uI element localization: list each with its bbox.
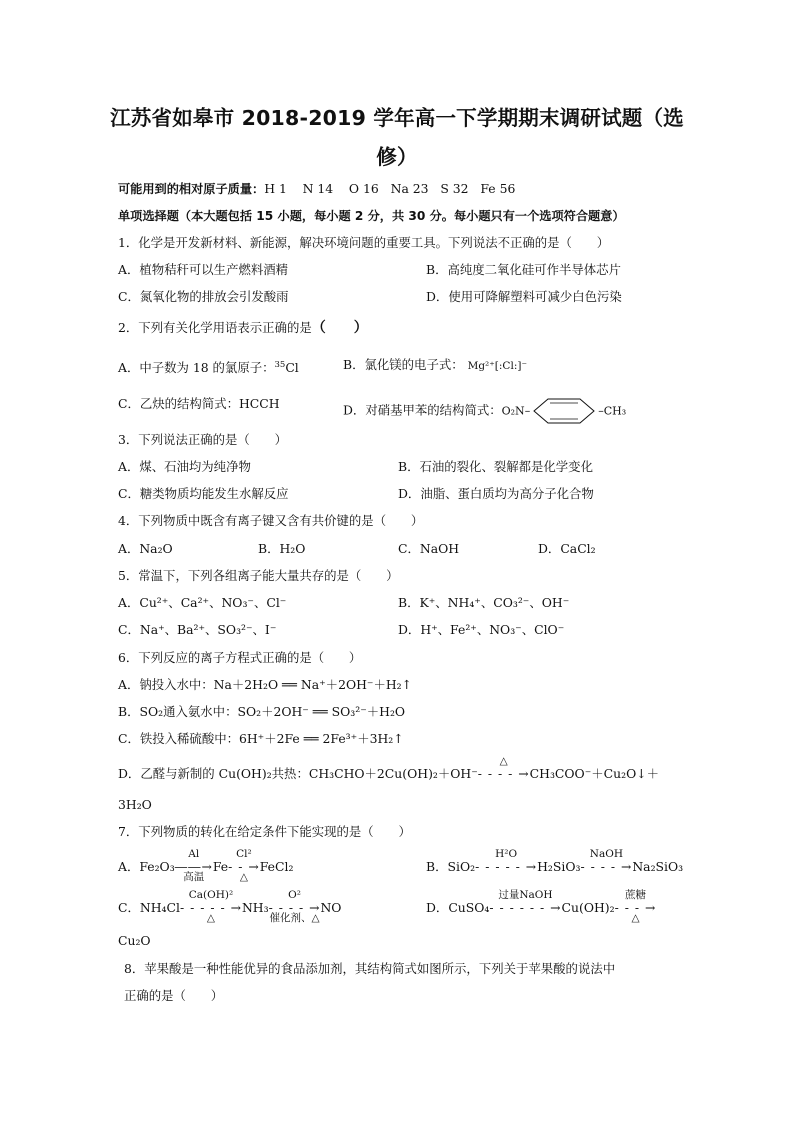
q7-b-arrow1-top: H²O xyxy=(495,848,518,860)
atomic-mass-values: H 1 N 14 O 16 Na 23 S 32 Fe 56 xyxy=(264,181,516,196)
q3-stem: 3．下列说法正确的是（ ） xyxy=(118,432,287,447)
q1-stem: 1．化学是开发新材料、新能源，解决环境问题的重要工具。下列说法不正确的是（ ） xyxy=(118,235,610,250)
q4-option-b: B．H₂O xyxy=(258,541,306,556)
q7-option-d-cont: Cu₂O xyxy=(118,933,151,948)
q4-stem: 4．下列物质中既含有离子键又含有共价键的是（ ） xyxy=(118,513,424,528)
q2-d-left: O₂N xyxy=(501,404,525,418)
q7-a-arrow2-top: Cl² xyxy=(236,848,252,860)
q7-c-arrow2: O² 催化剂、△ - - - - → xyxy=(268,889,321,924)
q6-option-c: C．铁投入稀硫酸中：6H⁺＋2Fe ══ 2Fe³⁺＋3H₂↑ xyxy=(118,731,404,746)
q7-c-mid: NH₃ xyxy=(241,900,269,915)
q8-stem-line2: 正确的是（ ） xyxy=(124,988,224,1003)
q3-option-c: C．糖类物质均能发生水解反应 xyxy=(118,486,289,501)
q2-option-d: D．对硝基甲苯的结构简式：O₂N– –CH₃ xyxy=(343,396,626,426)
q5-option-d: D．H⁺、Fe²⁺、NO₃⁻、ClO⁻ xyxy=(398,622,565,637)
q7-b-start: B．SiO₂ xyxy=(426,859,476,874)
q7-a-arrow1: Al 高温 ――→ xyxy=(174,848,213,883)
q6-option-a: A．钠投入水中：Na＋2H₂O ══ Na⁺＋2OH⁻＋H₂↑ xyxy=(118,677,413,692)
q7-c-start: C．NH₄Cl xyxy=(118,900,180,915)
q7-c-arrow1-bot: △ xyxy=(206,912,215,924)
q2-a-text: A．中子数为 18 的氯原子： xyxy=(118,360,275,375)
q7-d-arrow2: 蔗糖 △ - - - → xyxy=(614,889,657,924)
q4-option-c: C．NaOH xyxy=(398,541,460,556)
section-header: 单项选择题（本大题包括 15 小题，每小题 2 分，共 30 分。每小题只有一个选项符合题意） xyxy=(118,209,625,223)
q1-option-d: D．使用可降解塑料可减少白色污染 xyxy=(426,289,622,304)
q6-d-left: D．乙醛与新制的 Cu(OH)₂共热：CH₃CHO＋2Cu(OH)₂＋OH⁻ xyxy=(118,766,478,781)
atomic-mass-line xyxy=(118,181,515,197)
q7-a-arrow2: Cl² △ - - → xyxy=(228,848,260,883)
q6-d-arrow: △ - - - - → xyxy=(477,755,530,781)
q6-stem: 6．下列反应的离子方程式正确的是（ ） xyxy=(118,650,362,665)
exam-title-line1: 江苏省如皋市 2018-2019 学年高一下学期期末调研试题（选 xyxy=(110,106,684,130)
q2-d-text: D．对硝基甲苯的结构简式： xyxy=(343,402,502,418)
q7-a-end: FeCl₂ xyxy=(259,859,294,874)
q7-d-arrow2-top: 蔗糖 xyxy=(624,889,646,901)
q7-option-b xyxy=(426,848,684,875)
q7-option-c xyxy=(118,889,342,924)
q6-option-d-cont: 3H₂O xyxy=(118,797,152,812)
q7-b-end: Na₂SiO₃ xyxy=(632,859,684,874)
q6-option-b: B．SO₂通入氨水中：SO₂＋2OH⁻ ══ SO₃²⁻＋H₂O xyxy=(118,704,406,719)
q7-b-arrow1: H²O - - - - - → xyxy=(475,848,538,874)
q7-b-mid: H₂SiO₃ xyxy=(537,859,581,874)
q5-stem: 5．常温下，下列各组离子能大量共存的是（ ） xyxy=(118,568,399,583)
q7-a-arrow2-bot: △ xyxy=(239,871,248,883)
q7-c-arrow1: Ca(OH)² △ - - - - - → xyxy=(179,889,242,924)
q6-d-arrow-top: △ xyxy=(499,755,508,767)
q7-b-arrow2-top: NaOH xyxy=(589,848,623,860)
q7-c-arrow2-top: O² xyxy=(288,889,301,901)
q7-a-start: A．Fe₂O₃ xyxy=(118,859,175,874)
q2-d-right: CH₃ xyxy=(603,404,627,418)
q7-option-a xyxy=(118,848,294,883)
q1-option-c: C．氮氧化物的排放会引发酸雨 xyxy=(118,289,289,304)
q6-d-right: CH₃COO⁻＋Cu₂O↓＋ xyxy=(529,766,659,781)
q3-option-a: A．煤、石油均为纯净物 xyxy=(118,459,251,474)
q2-option-a xyxy=(118,357,299,376)
q7-c-arrow1-top: Ca(OH)² xyxy=(188,889,234,901)
q7-b-arrow2: NaOH - - - - → xyxy=(580,848,633,874)
q2-paren: （ ） xyxy=(311,320,368,336)
q2-b-text: B．氯化镁的电子式： xyxy=(343,357,464,372)
q1-option-a: A．植物秸秆可以生产燃料酒精 xyxy=(118,262,289,277)
q7-d-arrow1: 过量NaOH - - - - - - → xyxy=(489,889,562,915)
q3-option-d: D．油脂、蛋白质均为高分子化合物 xyxy=(398,486,594,501)
q7-a-arrow1-top: Al xyxy=(188,848,200,860)
q7-d-start: D．CuSO₄ xyxy=(426,900,490,915)
q7-d-arrow1-top: 过量NaOH xyxy=(498,889,553,901)
q2-stem: 2．下列有关化学用语表示正确的是 xyxy=(118,320,312,335)
q5-option-a: A．Cu²⁺、Ca²⁺、NO₃⁻、Cl⁻ xyxy=(118,595,287,610)
q2-stem-line xyxy=(118,320,368,336)
q7-a-arrow1-bot: 高温 xyxy=(183,871,205,883)
q5-option-b: B．K⁺、NH₄⁺、CO₃²⁻、OH⁻ xyxy=(398,595,570,610)
q3-option-b: B．石油的裂化、裂解都是化学变化 xyxy=(398,459,593,474)
q6-option-d xyxy=(118,755,659,782)
q2-option-b xyxy=(343,357,527,374)
q7-c-arrow2-bot: 催化剂、△ xyxy=(269,912,320,924)
q7-a-mid: Fe xyxy=(212,859,229,874)
q2-a-mass: 35 xyxy=(274,360,286,370)
q7-stem: 7．下列物质的转化在给定条件下能实现的是（ ） xyxy=(118,824,411,839)
q7-c-end: NO xyxy=(320,900,342,915)
q2-option-c: C．乙炔的结构简式：HCCH xyxy=(118,396,280,411)
exam-title-line2: 修） xyxy=(376,145,418,169)
q4-option-d: D．CaCl₂ xyxy=(538,541,596,556)
q5-option-c: C．Na⁺、Ba²⁺、SO₃²⁻、I⁻ xyxy=(118,622,277,637)
q4-option-a: A．Na₂O xyxy=(118,541,173,556)
benzene-ring-icon xyxy=(530,396,598,426)
q7-d-mid: Cu(OH)₂ xyxy=(561,900,615,915)
q7-d-arrow2-bot: △ xyxy=(631,912,640,924)
q8-stem-line1: 8．苹果酸是一种性能优异的食品添加剂，其结构简式如图所示，下列关于苹果酸的说法中 xyxy=(124,961,616,976)
atomic-mass-label: 可能用到的相对原子质量： xyxy=(118,182,265,196)
q2-b-formula: Mg²⁺[:Cl:]⁻ xyxy=(467,360,528,372)
q7-option-d xyxy=(426,889,657,924)
q1-option-b: B．高纯度二氧化硅可作半导体芯片 xyxy=(426,262,621,277)
q2-a-formula: Cl xyxy=(285,360,299,375)
